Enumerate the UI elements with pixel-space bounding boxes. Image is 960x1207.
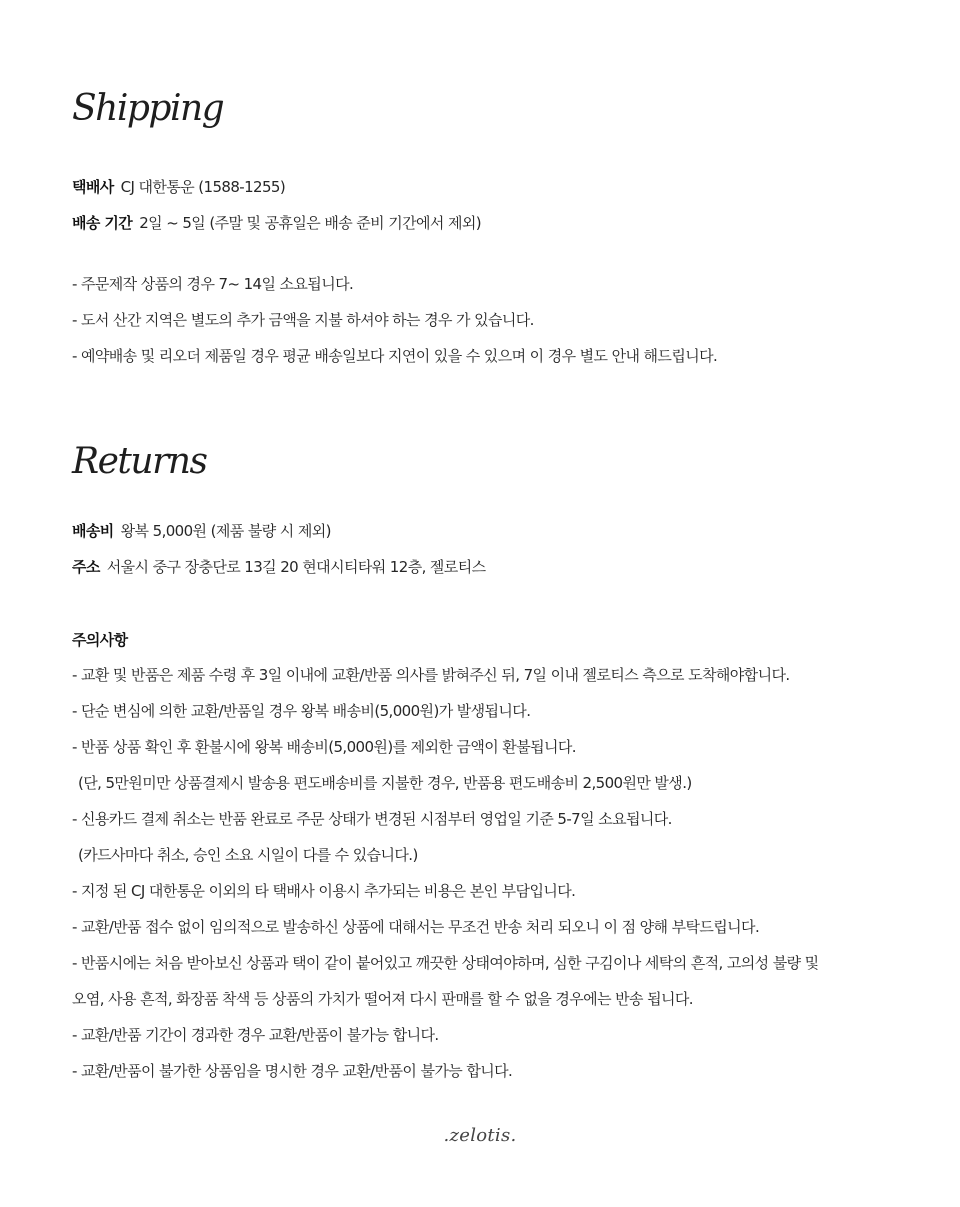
address-value: 서울시 중구 장충단로 13길 20 현대시티타워 12층, 젤로티스: [106, 558, 486, 576]
shipping-note: - 예약배송 및 리오더 제품일 경우 평균 배송일보다 지연이 있을 수 있으며 이 경우 별도 안내 해드립니다.: [72, 347, 718, 365]
address-row: [72, 557, 485, 577]
shipping-note: - 도서 산간 지역은 별도의 추가 금액을 지불 하셔야 하는 경우 가 있습니다.: [72, 311, 534, 329]
carrier-value: CJ 대한통운 (1588-1255): [120, 178, 286, 196]
return-fee-value: 왕복 5,000원 (제품 불량 시 제외): [120, 522, 331, 540]
caution-item: (카드사마다 취소, 승인 소요 시일이 다를 수 있습니다.): [78, 846, 418, 864]
caution-item: - 지정 된 CJ 대한통운 이외의 타 택배사 이용시 추가되는 비용은 본인 부담입니다.: [72, 882, 576, 900]
address-label: 주소: [72, 558, 100, 576]
caution-item: - 교환 및 반품은 제품 수령 후 3일 이내에 교환/반품 의사를 밝혀주신 뒤, 7일 이내 젤로티스 측으로 도착해야합니다.: [72, 666, 790, 684]
caution-heading: 주의사항: [72, 631, 128, 649]
caution-item: - 반품 상품 확인 후 환불시에 왕복 배송비(5,000원)를 제외한 금액이 환불됩니다.: [72, 738, 576, 756]
returns-title: Returns: [72, 441, 207, 482]
return-fee-row: [72, 521, 331, 541]
period-label: 배송 기간: [72, 214, 133, 232]
caution-item: 오염, 사용 흔적, 화장품 착색 등 상품의 가치가 떨어져 다시 판매를 할 수 없을 경우에는 반송 됩니다.: [72, 990, 693, 1008]
caution-item: - 교환/반품이 불가한 상품임을 명시한 경우 교환/반품이 불가능 합니다.: [72, 1062, 513, 1080]
caution-item: - 단순 변심에 의한 교환/반품일 경우 왕복 배송비(5,000원)가 발생됩니다.: [72, 702, 531, 720]
period-value: 2일 ~ 5일 (주말 및 공휴일은 배송 준비 기간에서 제외): [139, 214, 481, 232]
caution-item: - 신용카드 결제 취소는 반품 완료로 주문 상태가 변경된 시점부터 영업일 기준 5-7일 소요됩니다.: [72, 810, 672, 828]
shipping-title: Shipping: [72, 88, 224, 129]
caution-item: - 반품시에는 처음 받아보신 상품과 택이 같이 붙어있고 깨끗한 상태여야하며, 심한 구김이나 세탁의 흔적, 고의성 불량 및: [72, 954, 819, 972]
shipping-note: - 주문제작 상품의 경우 7~ 14일 소요됩니다.: [72, 275, 354, 293]
caution-item: (단, 5만원미만 상품결제시 발송용 편도배송비를 지불한 경우, 반품용 편도배송비 2,500원만 발생.): [78, 774, 692, 792]
period-row: [72, 213, 481, 233]
return-fee-label: 배송비: [72, 522, 114, 540]
caution-item: - 교환/반품 기간이 경과한 경우 교환/반품이 불가능 합니다.: [72, 1026, 439, 1044]
carrier-label: 택배사: [72, 178, 114, 196]
brand-logo-text: .zelotis.: [443, 1125, 517, 1146]
carrier-row: [72, 177, 285, 197]
caution-item: - 교환/반품 접수 없이 임의적으로 발송하신 상품에 대해서는 무조건 반송 처리 되오니 이 점 양해 부탁드립니다.: [72, 918, 760, 936]
